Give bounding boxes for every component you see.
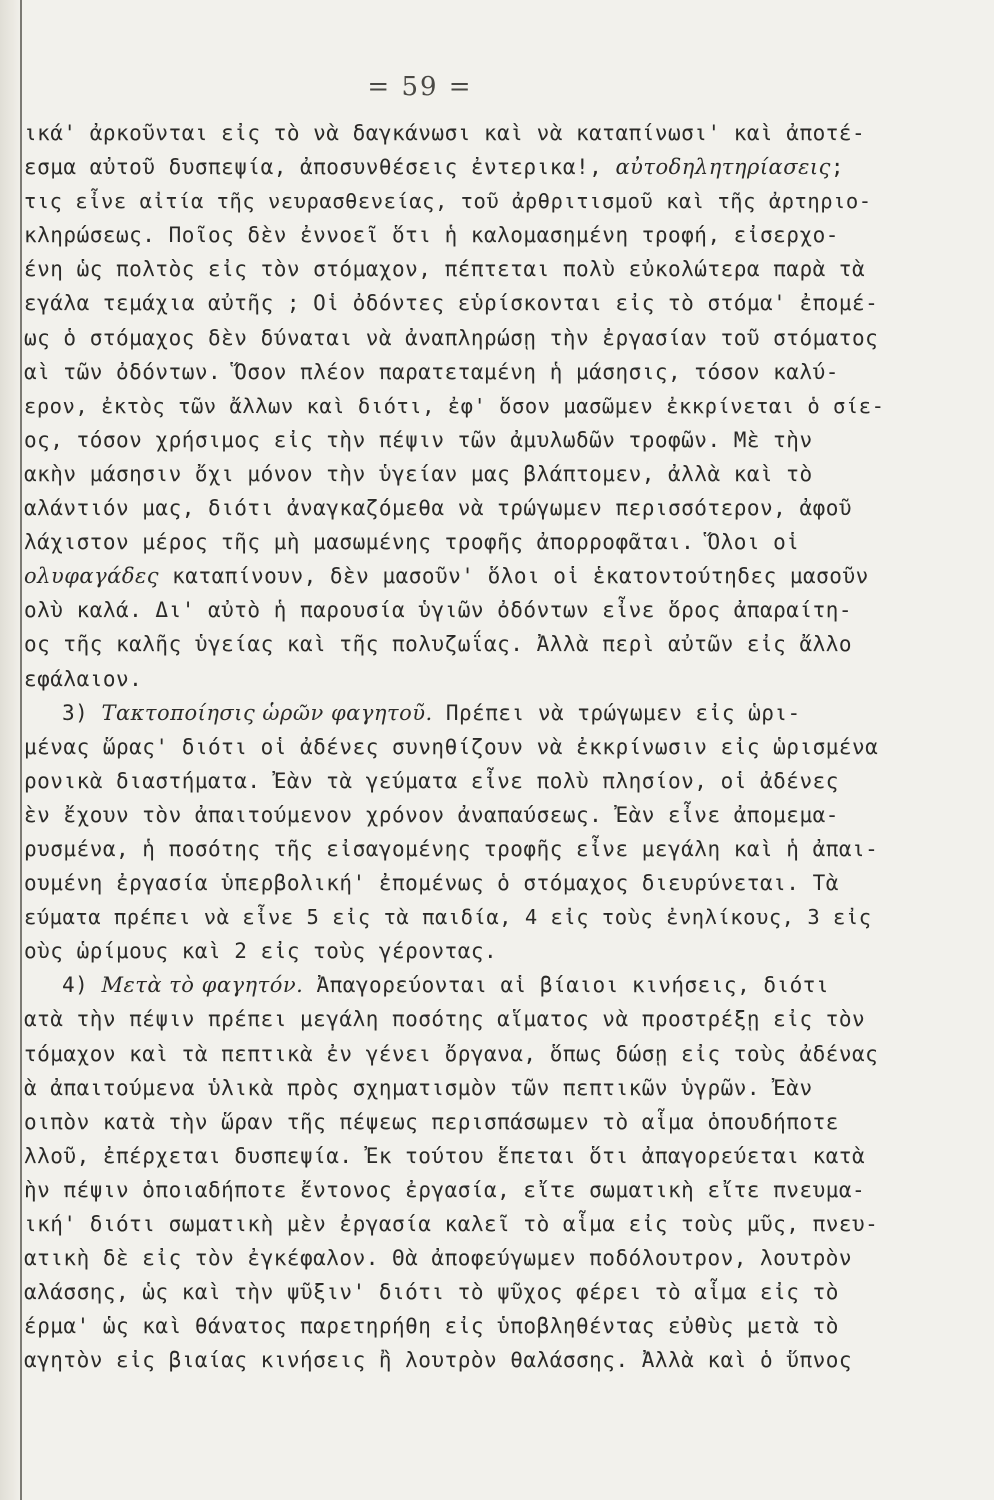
text-segment: ένη ὡς πολτὸς εἰς τὸν στόμαχον, πέπτεται πολὺ εὐκολώτερα παρὰ τὰ <box>24 257 866 282</box>
text-segment: Πρέπει νὰ τρώγωμεν εἰς ὡρι- <box>432 700 801 725</box>
text-segment: ὲν ἔχουν τὸν ἀπαιτούμενον χρόνον ἀναπαύσεως. Ἐὰν εἶνε ἀπομεμα- <box>24 802 839 827</box>
text-segment: ική' διότι σωματικὴ μὲν ἐργασία καλεῖ τὸ αἷμα εἰς τοὺς μῦς, πνευ- <box>24 1212 879 1236</box>
text-line <box>24 798 884 832</box>
text-segment: οὺς ὡρίμους καὶ 2 εἰς τοὺς γέροντας. <box>24 939 498 964</box>
text-segment: ουμένη ἐργασία ὑπερβολική' ἐπομένως ὁ στόμαχος διευρύνεται. Τὰ <box>24 871 839 896</box>
text-line <box>24 150 884 184</box>
text-segment: ολὺ καλά. Δι' αὐτὸ ἡ παρουσία ὑγιῶν ὀδόντων εἶνε ὅρος ἀπαραίτη- <box>24 598 853 623</box>
text-line <box>24 662 884 696</box>
text-line <box>24 389 884 423</box>
text-segment: οιπὸν κατὰ τὴν ὥραν τῆς πέψεως περισπάσωμεν τὸ αἷμα ὁπουδήποτε <box>24 1109 839 1134</box>
text-line <box>24 627 884 661</box>
text-segment: αὶ τῶν ὀδόντων. Ὅσον πλέον παρατεταμένη ἡ μάσησις, τόσον καλύ- <box>24 359 839 384</box>
text-line <box>24 866 884 900</box>
text-segment: αλάσσης, ὡς καὶ τὴν ψῦξιν' διότι τὸ ψῦχος φέρει τὸ αἷμα εἰς τὸ <box>24 1280 839 1305</box>
text-line <box>24 116 884 150</box>
body-text <box>24 116 884 1377</box>
text-line <box>24 457 884 491</box>
text-segment: εσμα αὐτοῦ δυσπεψία, ἀποσυνθέσεις ἐντερικα!, <box>24 155 616 180</box>
text-segment: εγάλα τεμάχια αὐτῆς ; Οἱ ὀδόντες εὑρίσκονται εἰς τὸ στόμα' ἐπομέ- <box>24 291 879 316</box>
text-segment: ρονικὰ διαστήματα. Ἐὰν τὰ γεύματα εἶνε πολὺ πλησίον, οἱ ἀδένες <box>24 768 839 793</box>
text-segment: καταπίνουν, δὲν μασοῦν' ὅλοι οἱ ἑκατοντούτηδες μασοῦν <box>159 564 869 589</box>
text-segment: τις εἶνε αἰτία τῆς νευρασθενείας, τοῦ ἀρθριτισμοῦ καὶ τῆς ἀρτηριο- <box>24 189 872 214</box>
text-line <box>24 1173 884 1207</box>
text-segment: ακὴν μάσησιν ὄχι μόνον τὴν ὑγείαν μας βλάπτομεν, ἀλλὰ καὶ τὸ <box>24 461 813 486</box>
text-segment: εφάλαιον. <box>24 666 143 691</box>
text-segment: αγητὸν εἰς βιαίας κινήσεις ἢ λουτρὸν θαλάσσης. Ἀλλὰ καὶ ὁ ὕπνος <box>24 1348 853 1373</box>
text-line <box>24 1105 884 1139</box>
binding-gutter-line <box>20 0 22 1500</box>
text-segment: ; <box>830 155 844 180</box>
text-segment: έρμα' ὡς καὶ θάνατος παρετηρήθη εἰς ὑποβληθέντας εὐθὺς μετὰ τὸ <box>24 1314 839 1339</box>
binding-edge <box>0 0 22 1500</box>
text-segment: ος τῆς καλῆς ὑγείας καὶ τῆς πολυζωΐας. Ἀλλὰ περὶ αὐτῶν εἰς ἄλλο <box>24 632 853 657</box>
text-segment: λάχιστον μέρος τῆς μὴ μασωμένης τροφῆς ἀπορροφᾶται. Ὅλοι οἱ <box>24 530 800 555</box>
text-line <box>24 696 884 730</box>
text-line <box>24 1207 884 1241</box>
text-line <box>24 593 884 627</box>
text-line <box>24 218 884 252</box>
text-segment: αλάντιόν μας, διότι ἀναγκαζόμεθα νὰ τρώγωμεν περισσότερον, ἀφοῦ <box>24 496 853 521</box>
page-number: = 59 = <box>367 72 473 102</box>
text-segment: ατὰ τὴν πέψιν πρέπει μεγάλη ποσότης αἵματος νὰ προστρέξῃ εἰς τὸν <box>24 1007 866 1032</box>
text-line <box>24 730 884 764</box>
text-line <box>24 525 884 559</box>
text-segment: 3) <box>62 700 102 725</box>
text-segment: κληρώσεως. Ποῖος δὲν ἐννοεῖ ὅτι ἡ καλομασημένη τροφή, εἰσερχο- <box>24 223 839 248</box>
text-line <box>24 764 884 798</box>
text-segment: μένας ὥρας' διότι οἱ ἀδένες συνηθίζουν νὰ ἐκκρίνωσιν εἰς ὡρισμένα <box>24 734 879 759</box>
text-line <box>24 184 884 218</box>
text-line <box>24 491 884 525</box>
text-line <box>24 355 884 389</box>
text-line <box>24 832 884 866</box>
text-segment: 4) <box>62 973 102 998</box>
text-line <box>24 1037 884 1071</box>
text-line <box>24 252 884 286</box>
text-line <box>24 286 884 320</box>
text-segment: ος, τόσον χρήσιμος εἰς τὴν πέψιν τῶν ἀμυλωδῶν τροφῶν. Μὲ τὴν <box>24 427 813 452</box>
text-segment: ερον, ἐκτὸς τῶν ἄλλων καὶ διότι, ἐφ' ὅσον μασῶμεν ἐκκρίνεται ὁ σίε- <box>24 393 885 418</box>
text-line <box>24 1002 884 1036</box>
text-line <box>24 321 884 355</box>
text-line <box>24 1275 884 1309</box>
text-line <box>24 900 884 934</box>
text-line <box>24 1139 884 1173</box>
text-segment: ως ὁ στόμαχος δὲν δύναται νὰ ἀναπληρώσῃ τὴν ἐργασίαν τοῦ στόματος <box>24 325 879 350</box>
emphasized-text: ολυφαγάδες <box>24 564 160 589</box>
text-segment: εύματα πρέπει νὰ εἶνε 5 εἰς τὰ παιδία, 4 εἰς τοὺς ἐνηλίκους, 3 εἰς <box>24 905 872 930</box>
text-segment: ὰ ἀπαιτούμενα ὑλικὰ πρὸς σχηματισμὸν τῶν πεπτικῶν ὑγρῶν. Ἐὰν <box>24 1075 813 1100</box>
text-line <box>24 423 884 457</box>
text-line <box>24 1309 884 1343</box>
text-segment: τόμαχον καὶ τὰ πεπτικὰ ἐν γένει ὄργανα, ὅπως δώσῃ εἰς τοὺς ἀδένας <box>24 1041 879 1066</box>
text-line <box>24 1071 884 1105</box>
text-line <box>24 934 884 968</box>
text-line <box>24 1241 884 1275</box>
emphasized-text: αὐτοδηλητηρίασεις <box>615 155 831 180</box>
text-segment: ρυσμένα, ἡ ποσότης τῆς εἰσαγομένης τροφῆς εἶνε μεγάλη καὶ ἡ ἀπαι- <box>24 836 879 861</box>
text-segment: λλοῦ, ἐπέρχεται δυσπεψία. Ἐκ τούτου ἕπεται ὅτι ἀπαγορεύεται κατὰ <box>24 1143 866 1168</box>
text-line <box>24 559 884 593</box>
emphasized-text: Τακτοποίησις ὡρῶν φαγητοῦ. <box>101 700 433 725</box>
text-segment: Ἀπαγορεύονται αἱ βίαιοι κινήσεις, διότι <box>303 973 830 998</box>
text-line <box>24 968 884 1002</box>
text-segment: ατικὴ δὲ εἰς τὸν ἐγκέφαλον. Θὰ ἀποφεύγωμεν ποδόλουτρον, λουτρὸν <box>24 1246 853 1271</box>
text-segment: ικά' ἀρκοῦνται εἰς τὸ νὰ δαγκάνωσι καὶ νὰ καταπίνωσι' καὶ ἀποτέ- <box>24 121 866 145</box>
emphasized-text: Μετὰ τὸ φαγητόν. <box>101 973 304 998</box>
text-segment: ὴν πέψιν ὁποιαδήποτε ἔντονος ἐργασία, εἴτε σωματικὴ εἴτε πνευμα- <box>24 1177 866 1202</box>
text-line <box>24 1343 884 1377</box>
